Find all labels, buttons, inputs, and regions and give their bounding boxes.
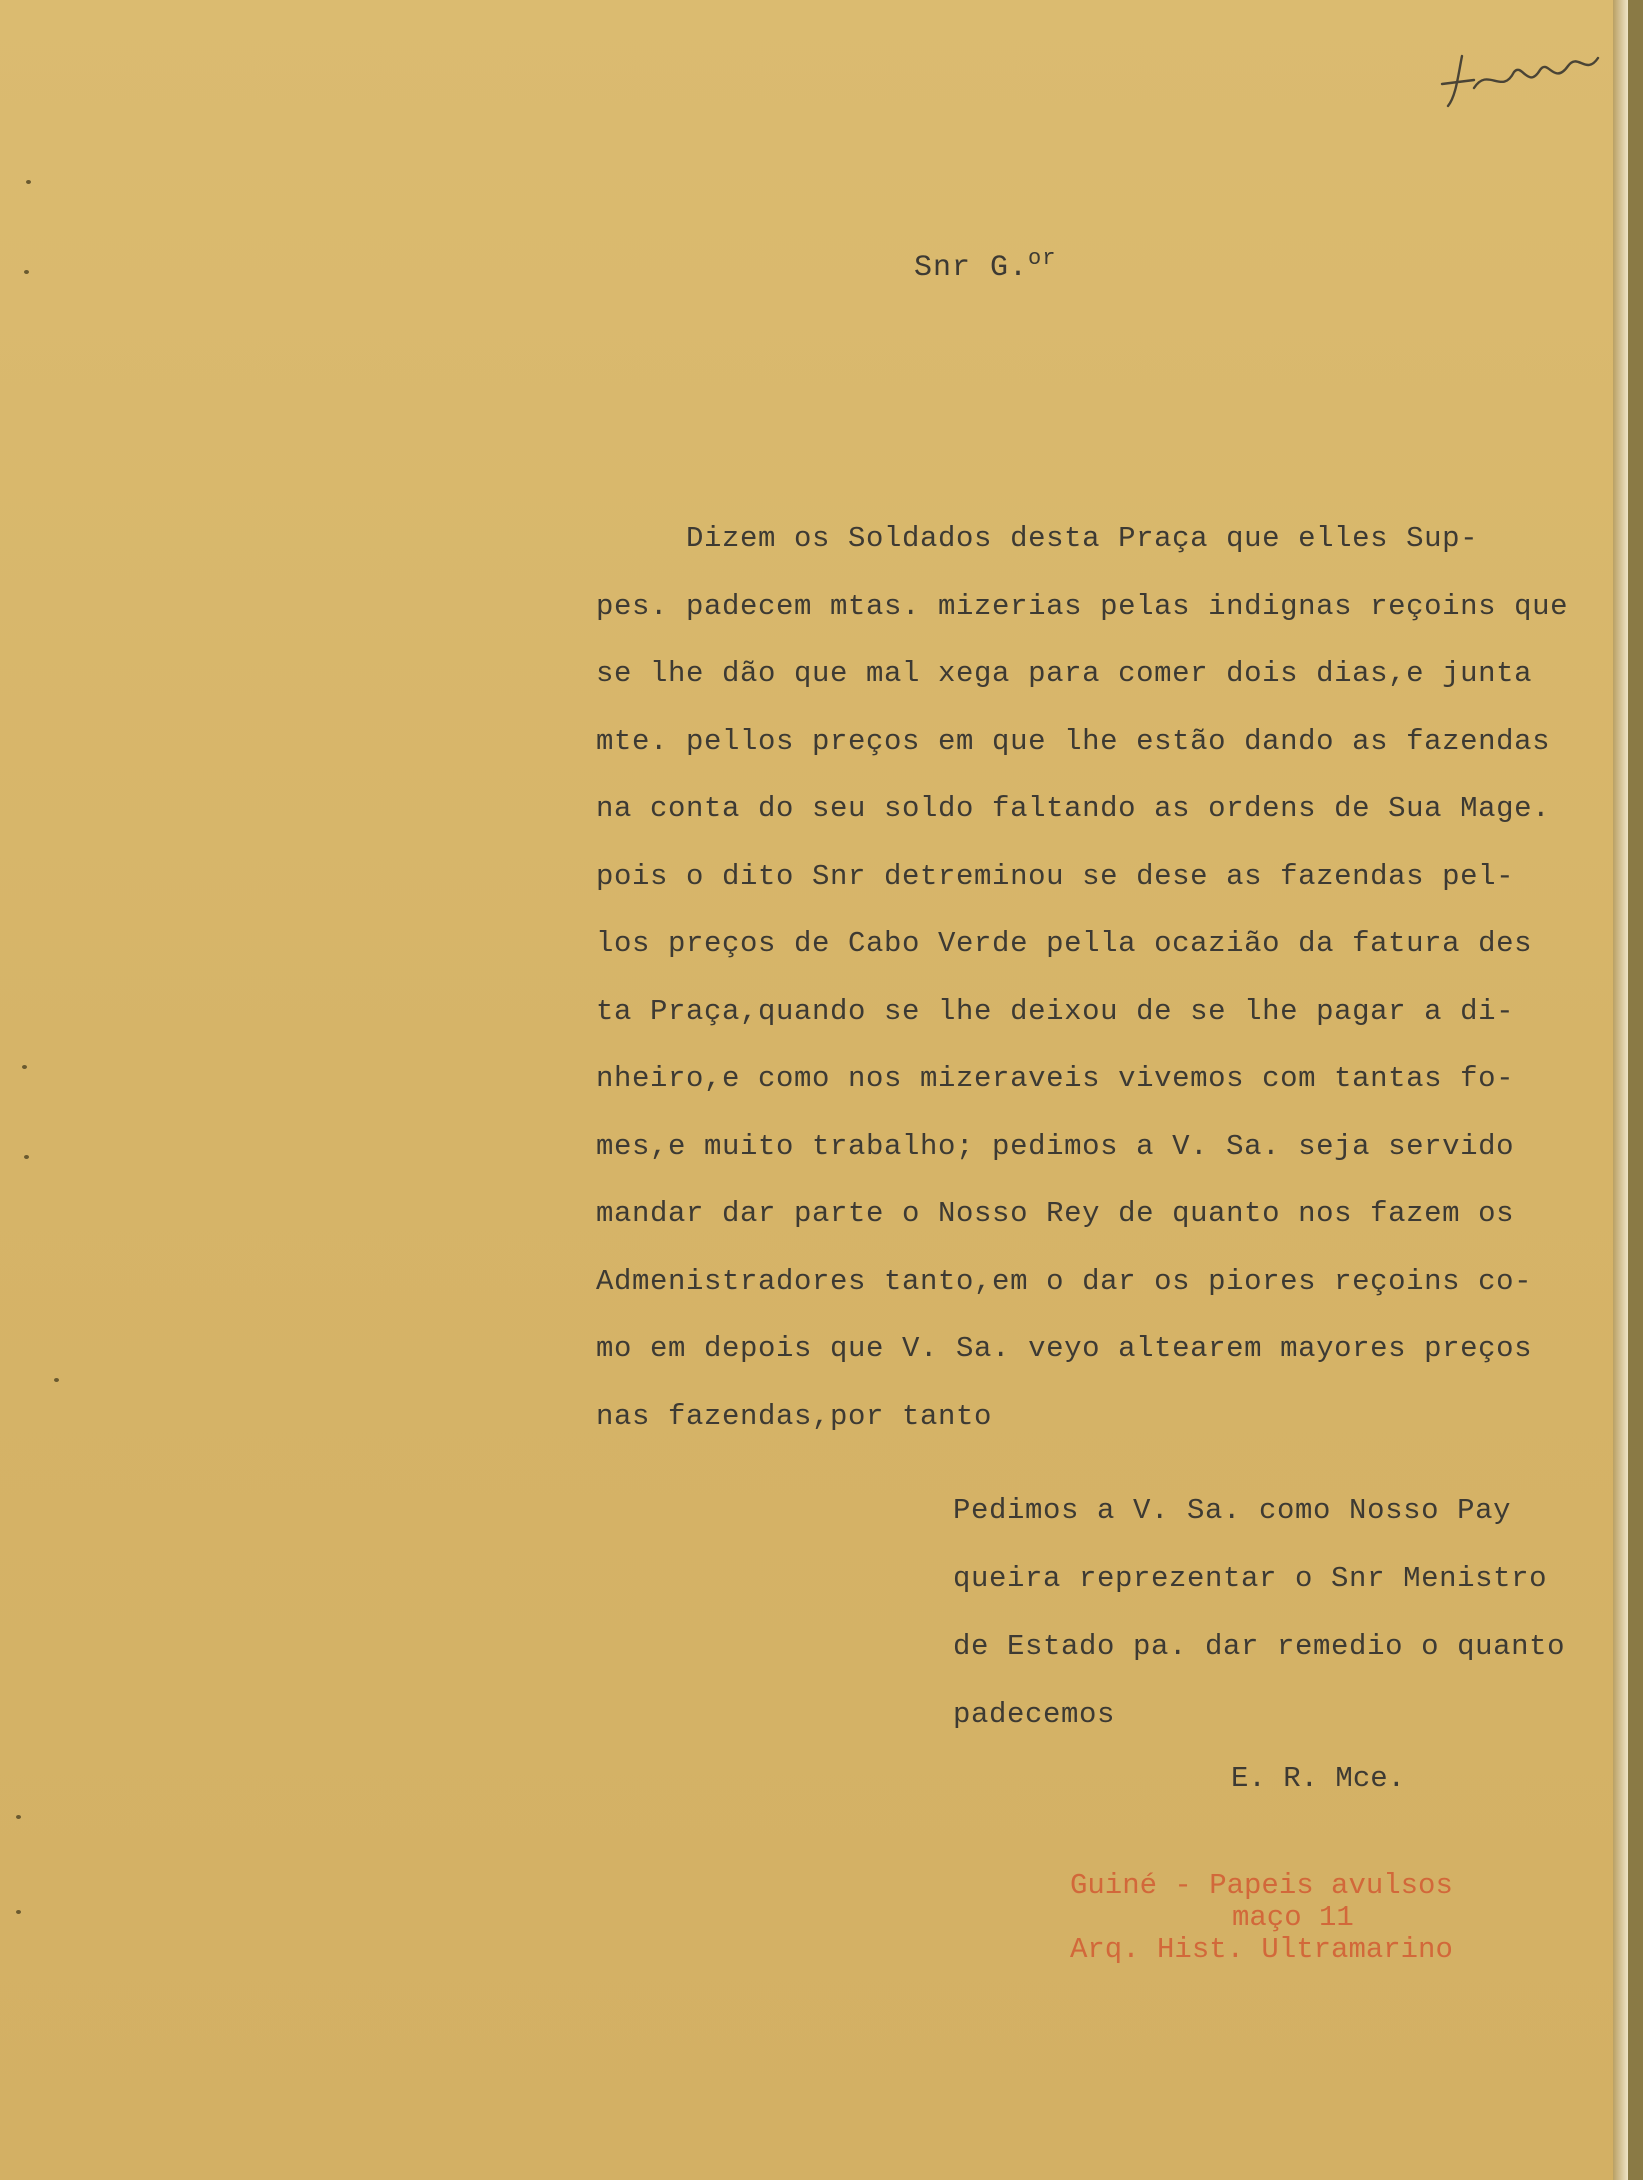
body-line: pois o dito Snr detreminou se dese as fazendas pel- <box>596 859 1515 893</box>
salutation <box>914 246 1056 285</box>
body-line: se lhe dão que mal xega para comer dois dias,e junta <box>596 657 1533 690</box>
paper-speck <box>22 1065 27 1069</box>
paper-speck <box>16 1910 21 1914</box>
paper-speck <box>16 1815 21 1819</box>
archive-stamp-line: maço 11 <box>1232 1901 1354 1934</box>
body-line: Admenistradores tanto,em o dar os piores reçoins co- <box>596 1264 1533 1298</box>
closing-line: padecemos <box>953 1698 1116 1731</box>
body-line: mte. pellos preços em que lhe estão dando as fazendas <box>596 724 1551 758</box>
archive-stamp-line: Arq. Hist. Ultramarino <box>1070 1933 1453 1966</box>
body-line: na conta do seu soldo faltando as ordens de Sua Mage. <box>596 792 1551 825</box>
closing-initials: E. R. Mce. <box>1231 1762 1406 1795</box>
archive-stamp-line: Guiné - Papeis avulsos <box>1070 1869 1453 1902</box>
paper-speck <box>26 180 31 184</box>
closing-line: de Estado pa. dar remedio o quanto <box>953 1630 1566 1663</box>
body-line: mandar dar parte o Nosso Rey de quanto nos fazem os <box>596 1197 1515 1230</box>
paper-speck <box>24 1155 29 1159</box>
paper-speck <box>24 270 29 274</box>
salutation-text: Snr G. <box>914 251 1029 285</box>
closing-request <box>953 1492 1623 1764</box>
body-line: ta Praça,quando se lhe deixou de se lhe pagar a di- <box>596 994 1515 1028</box>
closing-line: Pedimos a V. Sa. como Nosso Pay <box>953 1494 1512 1527</box>
handwritten-signature <box>1428 36 1608 126</box>
closing-line: queira reprezentar o Snr Menistro <box>953 1562 1548 1595</box>
body-line: Dizem os Soldados desta Praça que elles Sup- <box>596 522 1479 555</box>
petition-body <box>596 520 1636 1465</box>
archive-stamp <box>1070 1870 1453 1966</box>
body-line: mo em depois que V. Sa. veyo altearem mayores preços <box>596 1332 1533 1365</box>
paper-speck <box>54 1378 59 1382</box>
body-line: los preços de Cabo Verde pella ocazião da fatura des <box>596 927 1533 960</box>
body-line: nheiro,e como nos mizeraveis vivemos com tantas fo- <box>596 1062 1515 1095</box>
body-line: pes. padecem mtas. mizerias pelas indignas reçoins que <box>596 589 1569 623</box>
salutation-superscript: or <box>1028 246 1057 271</box>
body-line: nas fazendas,por tanto <box>596 1399 993 1433</box>
body-line: mes,e muito trabalho; pedimos a V. Sa. seja servido <box>596 1129 1515 1163</box>
